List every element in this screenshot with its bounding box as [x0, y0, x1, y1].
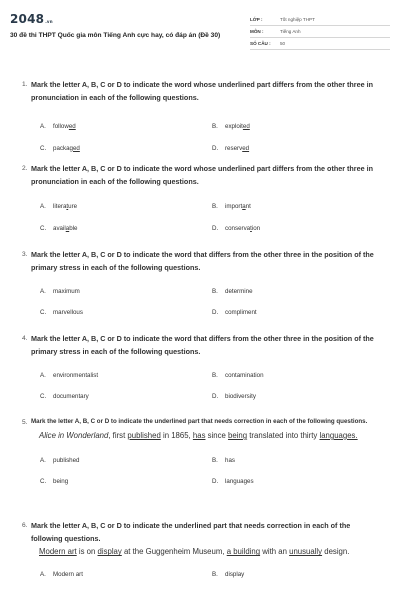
option-letter: C.	[40, 145, 47, 153]
option-underlined: ed	[72, 145, 80, 153]
question-prompt: Mark the letter A, B, C or D to indicate the word whose underlined part differs from the other three in pronunciation in each of the following questions.	[31, 80, 373, 102]
sentence-part: at the Guggenheim Museum,	[121, 547, 227, 557]
answer-options	[5, 558, 395, 600]
question-number: 1.	[22, 81, 28, 88]
question-prompt: Mark the letter A, B, C or D to indicate the word whose underlined part differs from the other three in pronunciation in each of the following questions.	[31, 164, 373, 186]
option-a[interactable]	[40, 287, 80, 296]
option-text: documentary	[53, 393, 89, 401]
option-text: contamination	[225, 372, 264, 380]
sentence-part: since	[205, 431, 229, 440]
option-letter: A.	[40, 457, 46, 464]
option-text: biodiversity	[225, 393, 256, 401]
meta-value: Tiếng Anh	[280, 29, 301, 34]
option-b[interactable]	[212, 570, 244, 579]
option-letter: D.	[212, 478, 219, 485]
option-text: nt	[245, 203, 251, 211]
page-header	[0, 0, 400, 62]
underlined-part: a building	[226, 547, 261, 557]
option-text: packag	[53, 145, 73, 153]
meta-value: Tốt nghiệp THPT	[280, 17, 315, 22]
option-d[interactable]	[212, 144, 249, 153]
underlined-part: has	[192, 431, 206, 440]
option-text: being	[53, 478, 69, 485]
question-header	[5, 249, 395, 274]
option-letter: B.	[212, 203, 218, 211]
option-text: follow	[53, 123, 69, 131]
question-prompt: Mark the letter A, B, C or D to indicate the word that differs from the other three in the position of the primary stress in each of the following questions.	[31, 250, 374, 272]
document-title: 30 đề thi THPT Quốc gia môn Tiếng Anh cực hay, có đáp án (Đề 30)	[10, 32, 221, 39]
option-a[interactable]	[40, 122, 76, 131]
question-prompt: Mark the letter A, B, C or D to indicate the word that differs from the other three in the position of the primary stress in each of the following questions.	[31, 334, 374, 356]
option-letter: C.	[40, 309, 47, 317]
option-letter: D.	[212, 145, 219, 153]
meta-key: LỚP :	[250, 17, 263, 22]
option-letter: D.	[212, 309, 219, 317]
option-text: ion	[251, 225, 261, 233]
question-header	[5, 163, 395, 188]
option-letter: C.	[40, 478, 47, 485]
underlined-part: published	[127, 431, 161, 440]
underlined-part: unusually	[289, 547, 323, 557]
option-underlined: t	[66, 203, 69, 211]
sentence-part: design.	[322, 547, 350, 557]
sentence-part: in 1865,	[160, 431, 193, 440]
option-c[interactable]	[40, 224, 77, 233]
option-underlined: a	[65, 225, 70, 233]
option-d[interactable]	[212, 308, 257, 317]
logo-suffix: .vn	[45, 19, 53, 24]
meta-key: SỐ CÂU :	[250, 41, 271, 46]
logo-text: 2048	[10, 12, 45, 26]
option-text: has	[225, 457, 235, 464]
option-letter: D.	[212, 225, 219, 233]
question-prompt: Mark the letter A, B, C or D to indicate the underlined part that needs correction in each of the following questions.	[31, 521, 351, 543]
option-text: ble	[69, 225, 78, 233]
question-prompt: Mark the letter A, B, C or D to indicate the underlined part that needs correction in each of the following questions.	[31, 418, 368, 425]
option-letter: B.	[212, 372, 218, 380]
option-letter: A.	[40, 123, 46, 131]
option-underlined: ed	[242, 123, 250, 131]
option-text: reserv	[225, 145, 243, 153]
option-letter: D.	[212, 393, 219, 401]
question-header	[5, 417, 395, 429]
header-left	[10, 12, 240, 62]
option-text: environmentalist	[53, 372, 99, 380]
meta-row-subject	[250, 26, 390, 38]
meta-value: 50	[280, 41, 286, 46]
option-text: display	[225, 571, 245, 579]
underlined-part: being	[228, 431, 248, 440]
option-text: exploit	[225, 123, 243, 131]
option-letter: C.	[40, 393, 47, 401]
option-letter: A.	[40, 203, 46, 211]
option-letter: A.	[40, 571, 46, 579]
option-text: ure	[68, 203, 78, 211]
question-6	[5, 520, 395, 600]
answer-options	[5, 442, 395, 522]
option-text: languages	[225, 478, 254, 485]
question-5	[5, 417, 395, 522]
option-letter: B.	[212, 571, 218, 579]
meta-row-count	[250, 38, 390, 50]
option-letter: B.	[212, 123, 218, 131]
option-a[interactable]	[40, 202, 77, 211]
option-letter: B.	[212, 288, 218, 296]
option-b[interactable]	[212, 122, 250, 131]
option-text: Modern art	[53, 571, 83, 579]
option-text: compliment	[225, 309, 257, 317]
option-c[interactable]	[40, 144, 80, 153]
option-c[interactable]	[40, 392, 89, 401]
question-header	[5, 333, 395, 358]
questions-list	[5, 70, 395, 600]
option-underlined: t	[250, 225, 252, 233]
sentence-part: translated into thirty	[247, 431, 320, 440]
option-text: marvellous	[53, 309, 83, 317]
option-c[interactable]	[40, 308, 83, 317]
question-sentence	[5, 545, 395, 558]
question-number: 5.	[22, 419, 28, 426]
option-a[interactable]	[40, 456, 80, 465]
site-logo[interactable]	[10, 12, 240, 26]
option-letter: B.	[212, 457, 218, 464]
option-d[interactable]	[212, 392, 256, 401]
option-text: avail	[53, 225, 66, 233]
sentence-part: Alice in Wonderland	[39, 431, 109, 440]
meta-key: MÔN :	[250, 29, 264, 34]
underlined-part: Modern art	[39, 547, 77, 557]
option-text: litera	[53, 203, 67, 211]
underlined-part: languages.	[319, 431, 358, 440]
sentence-part: is on	[76, 547, 98, 557]
option-a[interactable]	[40, 570, 83, 579]
sentence-part: with an	[260, 547, 290, 557]
option-text: determine	[225, 288, 253, 296]
option-text: conserva	[225, 225, 251, 233]
option-b[interactable]	[212, 202, 251, 211]
question-sentence	[5, 429, 395, 442]
sentence-part: , first	[108, 431, 128, 440]
option-underlined: ed	[242, 145, 250, 153]
option-d[interactable]	[212, 477, 254, 486]
question-header	[5, 520, 395, 545]
option-b[interactable]	[212, 371, 264, 380]
option-a[interactable]	[40, 371, 98, 380]
option-b[interactable]	[212, 456, 235, 465]
question-number: 2.	[22, 165, 28, 172]
underlined-part: display	[97, 547, 122, 557]
option-underlined: ed	[68, 123, 76, 131]
option-text: import	[225, 203, 243, 211]
option-underlined: a	[242, 203, 246, 211]
option-c[interactable]	[40, 477, 68, 486]
option-text: published	[53, 457, 80, 464]
option-letter: A.	[40, 372, 46, 380]
option-letter: C.	[40, 225, 47, 233]
question-header	[5, 79, 395, 104]
question-number: 4.	[22, 335, 28, 342]
option-b[interactable]	[212, 287, 253, 296]
question-number: 3.	[22, 251, 28, 258]
question-number: 6.	[22, 522, 28, 529]
option-letter: A.	[40, 288, 46, 296]
option-d[interactable]	[212, 224, 260, 233]
option-text: maximum	[53, 288, 80, 296]
meta-row-class	[250, 14, 390, 26]
document-meta	[250, 14, 390, 62]
